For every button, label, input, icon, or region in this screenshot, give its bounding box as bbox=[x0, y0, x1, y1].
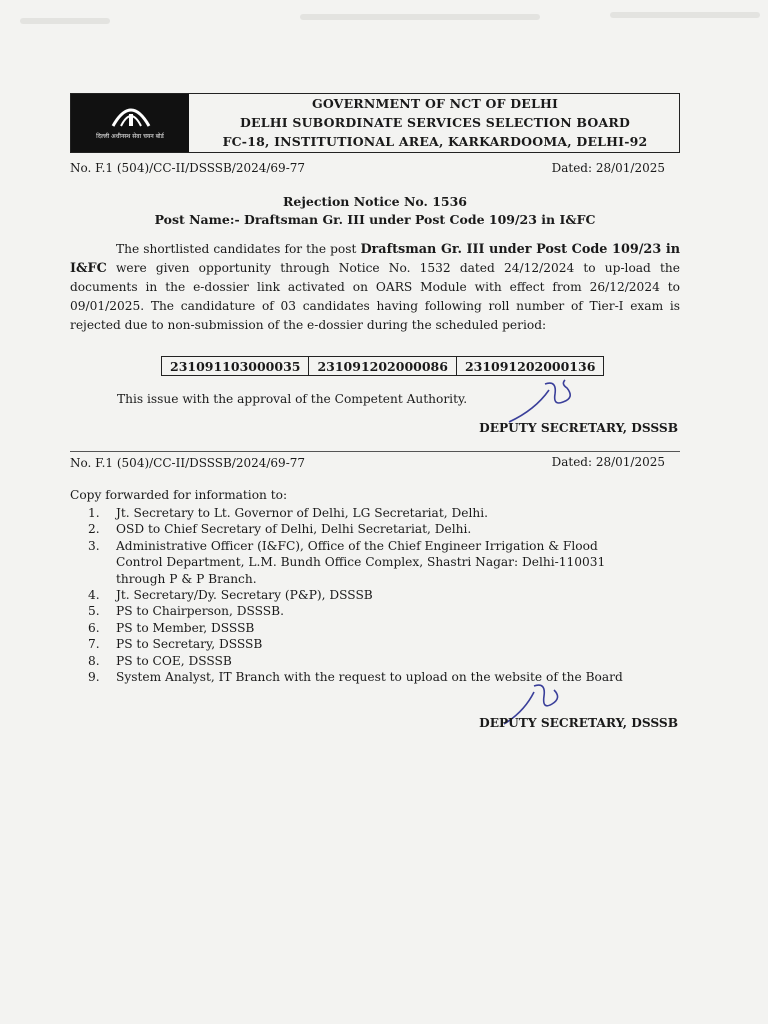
list-number: 7. bbox=[88, 637, 100, 652]
recipient-text: PS to Secretary, DSSSB bbox=[116, 637, 263, 652]
list-item bbox=[88, 538, 688, 587]
list-item bbox=[88, 653, 688, 669]
emblem-icon bbox=[109, 100, 153, 128]
header-government: GOVERNMENT OF NCT OF DELHI bbox=[311, 96, 559, 111]
table-row bbox=[162, 357, 604, 376]
para-rest: were given opportunity through Notice No. 1532 dated 24/12/2024 to up-load the documents in the e-dossier link activated on OARS Module with effect from 26/12/2024 to 09/01/2025. The candidature of 03 candidates having following roll number of Tier-I exam is rejected due to non-submission of the e-dossier during the scheduled period: bbox=[70, 261, 680, 332]
list-number: 2. bbox=[88, 522, 100, 537]
post-name: Post Name:- Draftsman Gr. III under Post Code 109/23 in I&FC bbox=[154, 212, 596, 227]
roll-number-cell: 231091202000086 bbox=[309, 357, 456, 376]
recipient-text: Jt. Secretary to Lt. Governor of Delhi, LG Secretariat, Delhi. bbox=[116, 506, 488, 520]
reference-number: No. F.1 (504)/CC-II/DSSSB/2024/69-77 bbox=[70, 161, 306, 175]
copy-intro: Copy forwarded for information to: bbox=[70, 488, 288, 502]
list-number: 8. bbox=[88, 653, 100, 668]
recipient-text: Jt. Secretary/Dy. Secretary (P&P), DSSSB bbox=[116, 588, 373, 603]
roll-number-cell: 231091103000035 bbox=[162, 357, 309, 376]
list-item bbox=[88, 521, 688, 537]
header-address: FC-18, INSTITUTIONAL AREA, KARKARDOOMA, DELHI-92 bbox=[222, 134, 648, 149]
dsssb-logo bbox=[71, 94, 189, 152]
list-number: 3. bbox=[88, 538, 100, 553]
copy-date: Dated: 28/01/2025 bbox=[551, 455, 665, 469]
scan-smudge bbox=[20, 18, 110, 24]
list-number: 6. bbox=[88, 620, 100, 635]
notice-date: Dated: 28/01/2025 bbox=[551, 161, 665, 175]
recipient-list bbox=[88, 505, 688, 685]
notice-paragraph bbox=[70, 240, 680, 335]
list-item bbox=[88, 587, 688, 603]
recipient-text: System Analyst, IT Branch with the request to upload on the website of the Board bbox=[116, 670, 623, 685]
list-item bbox=[88, 636, 688, 652]
logo-caption: दिल्ली अधीनस्थ सेवा चयन बोर्ड bbox=[96, 133, 164, 140]
list-item bbox=[88, 620, 688, 636]
scan-smudge bbox=[300, 14, 540, 20]
copy-signatory-title: DEPUTY SECRETARY, DSSSB bbox=[479, 716, 678, 730]
list-item bbox=[88, 669, 688, 685]
notice-title: Rejection Notice No. 1536 bbox=[283, 194, 467, 209]
approval-text: This issue with the approval of the Competent Authority. bbox=[117, 392, 468, 406]
section-divider bbox=[70, 451, 680, 452]
list-number: 1. bbox=[88, 506, 100, 520]
list-number: 9. bbox=[88, 670, 100, 685]
para-post-name: Draftsman Gr. III under Post Code 109/23 in I&FC bbox=[70, 242, 681, 276]
signature-mark bbox=[505, 378, 585, 426]
recipient-text: PS to COE, DSSSB bbox=[116, 653, 232, 668]
para-lead: The shortlisted candidates for the post bbox=[116, 242, 357, 256]
recipient-text: PS to Member, DSSSB bbox=[116, 620, 255, 635]
roll-numbers-table bbox=[161, 356, 604, 376]
recipient-text: OSD to Chief Secretary of Delhi, Delhi Secretariat, Delhi. bbox=[116, 522, 472, 537]
signatory-title: DEPUTY SECRETARY, DSSSB bbox=[479, 421, 678, 435]
recipient-text: Administrative Officer (I&FC), Office of the Chief Engineer Irrigation & Flood Control Department, L.M. Bundh Office Complex, Shastri Nagar: Delhi-110031 through P & P Branch. bbox=[116, 538, 606, 586]
copy-reference-number: No. F.1 (504)/CC-II/DSSSB/2024/69-77 bbox=[70, 456, 306, 470]
list-number: 5. bbox=[88, 604, 100, 619]
list-item bbox=[88, 505, 688, 521]
list-item bbox=[88, 603, 688, 619]
scan-smudge bbox=[610, 12, 760, 18]
list-number: 4. bbox=[88, 588, 100, 603]
header-board: DELHI SUBORDINATE SERVICES SELECTION BOARD bbox=[239, 115, 631, 130]
recipient-text: PS to Chairperson, DSSSB. bbox=[116, 604, 284, 619]
roll-number-cell: 231091202000136 bbox=[456, 357, 603, 376]
